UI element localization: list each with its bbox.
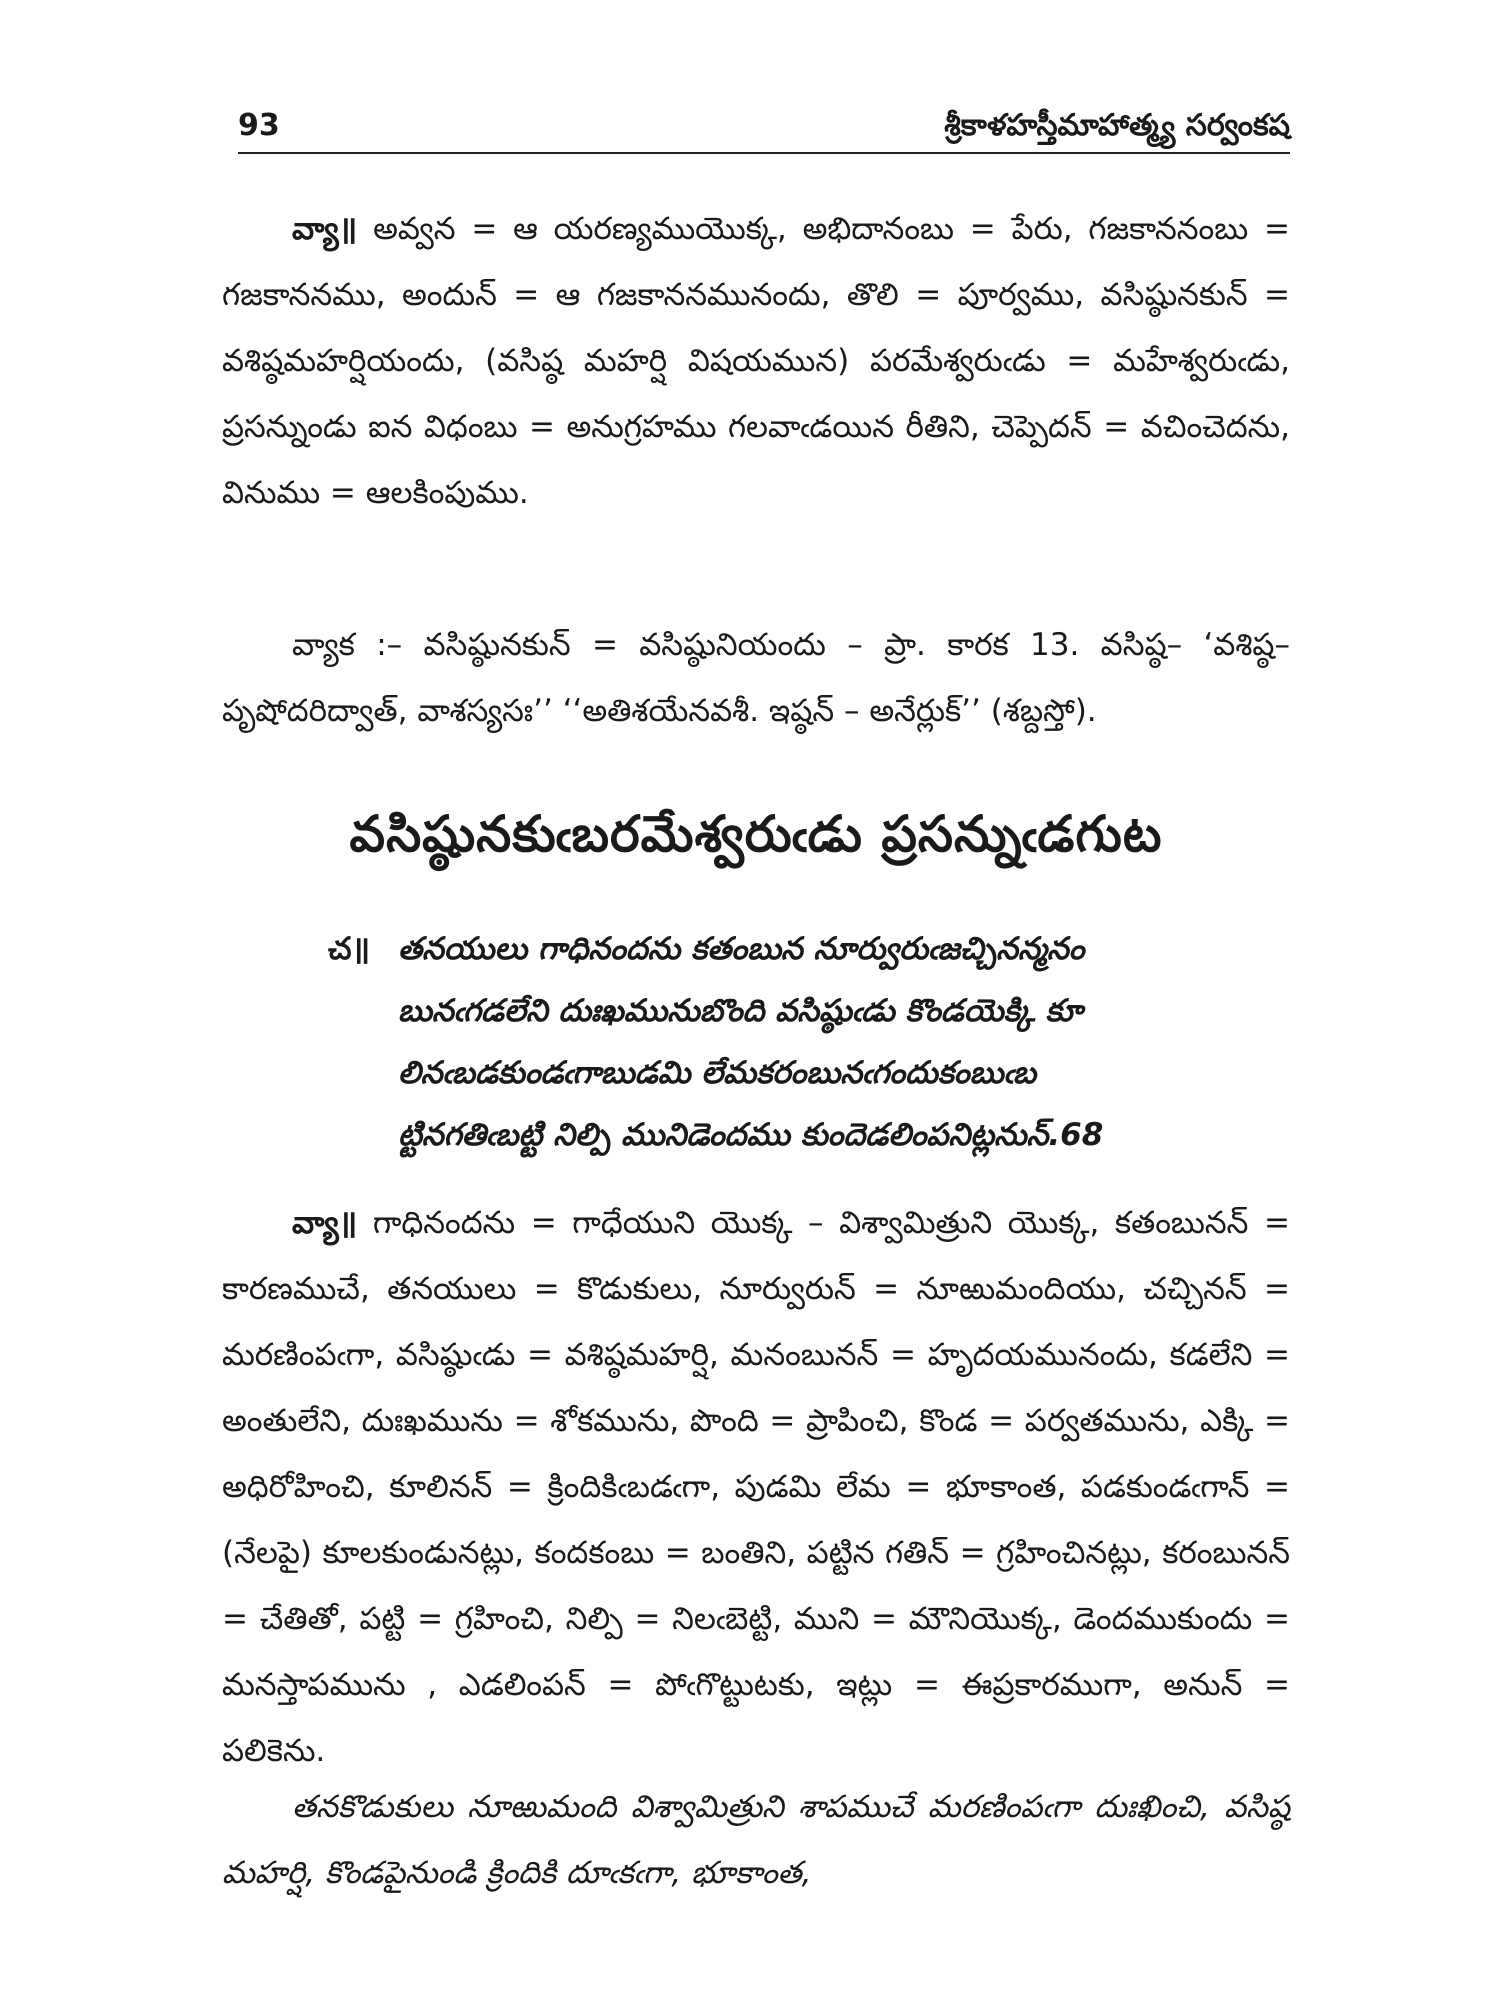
commentary-marker: వ్యా॥ xyxy=(292,211,358,247)
paragraph-text xyxy=(222,196,1290,526)
page-number: 93 xyxy=(238,108,280,143)
paragraph-body: అవ్వన = ఆ యరణ్యముయొక్క, అభిదానంబు = పేరు, గజకాననంబు = గజకాననము, అందున్ = ఆ గజకాననమునందు, తొలి = పూర్వము, వసిష్ఠునకున్ = వశిష్ఠమహర్షియందు, (వసిష్ఠ మహర్షి విషయమున) పరమేశ్వరుఁడు = మహేశ్వరుఁడు, ప్రసన్నుండు ఐన విధంబు = అనుగ్రహము గలవాఁడయిన రీతిని, చెప్పెదన్ = వచించెదను, వినుము = ఆలకింపుము. xyxy=(222,211,1290,511)
commentary-paragraph-1 xyxy=(222,196,1290,526)
section-heading: వసిష్ఠునకుఁబరమేశ్వరుఁడు ప్రసన్నుఁడగుట xyxy=(349,805,1163,863)
verse-line: ట్టినగతిఁబట్టి నిల్పి మునిడెందము కుందెడలింపనిట్లనున్.68 xyxy=(398,1117,1104,1153)
paragraph-text: వ్యాక :– వసిష్ఠునకున్ = వసిష్ఠునియందు – ప్రా. కారక 13. వసిష్ఠ– ‘వశిష్ఠ– పృషోదరిద్వాత్, వాశస్యసః’’ ‘‘అతిశయేనవశీ. ఇష్ఠన్ – అనేర్లుక్’’ (శబ్దస్తో). xyxy=(222,627,1290,729)
verse-block xyxy=(328,918,1288,1166)
paragraph-text: తనకొడుకులు నూఱుమంది విశ్వామిత్రుని శాపముచే మరణింపఁగా దుఃఖించి, వసిష్ఠ మహర్షి, కొండపైనుండి క్రిందికి దూఁకఁగా, భూకాంత, xyxy=(222,1789,1290,1891)
commentary-marker: వ్యా॥ xyxy=(292,1205,358,1241)
commentary-paragraph-2 xyxy=(222,1190,1290,1784)
header-rule xyxy=(238,152,1290,154)
book-title: శ్రీకాళహస్తీమాహాత్మ్య సర్వంకష xyxy=(944,108,1290,143)
verse-line: బునఁగడలేని దుఃఖమునుబొంది వసిష్ఠుఁడు కొండయెక్కి కూ xyxy=(398,993,1083,1029)
summary-paragraph xyxy=(222,1774,1290,1906)
verse-lines xyxy=(398,918,1288,1166)
grammar-note-paragraph xyxy=(222,612,1290,744)
paragraph-text xyxy=(222,1190,1290,1784)
verse-line: లినఁబడకుండఁగాబుడమి లేమకరంబునఁగందుకంబుఁబ xyxy=(398,1055,1037,1091)
paragraph-body: గాధినందను = గాధేయుని యొక్క – విశ్వామిత్రుని యొక్క, కతంబునన్ = కారణముచే, తనయులు = కొడుకులు, నూర్వురున్ = నూఱుమందియు, చచ్చినన్ = మరణింపఁగా, వసిష్ఠుఁడు = వశిష్ఠమహర్షి, మనంబునన్ = హృదయమునందు, కడలేని = అంతులేని, దుఃఖమును = శోకమును, పొంది = ప్రాపించి, కొండ = పర్వతమును, ఎక్కి = అధిరోహించి, కూలినన్ = క్రిందికిఁబడఁగా, పుడమి లేమ = భూకాంత, పడకుండఁగాన్ = (నేలపై) కూలకుండునట్లు, కందకంబు = బంతిని, పట్టిన గతిన్ = గ్రహించినట్లు, కరంబునన్ = చేతితో, పట్టి = గ్రహించి, నిల్పి = నిలఁబెట్టి, ముని = మౌనియొక్క, డెందముకుందు = మనస్తాపమును , ఎడలింపన్ = పోఁగొట్టుటకు, ఇట్లు = ఈప్రకారముగా, అనున్ = పలికెను. xyxy=(222,1205,1290,1769)
verse-line: తనయులు గాధినందను కతంబున నూర్వురుఁజచ్చినన్మనం xyxy=(398,931,1085,967)
verse-marker: చ॥ xyxy=(328,931,371,967)
running-head xyxy=(238,108,1290,158)
